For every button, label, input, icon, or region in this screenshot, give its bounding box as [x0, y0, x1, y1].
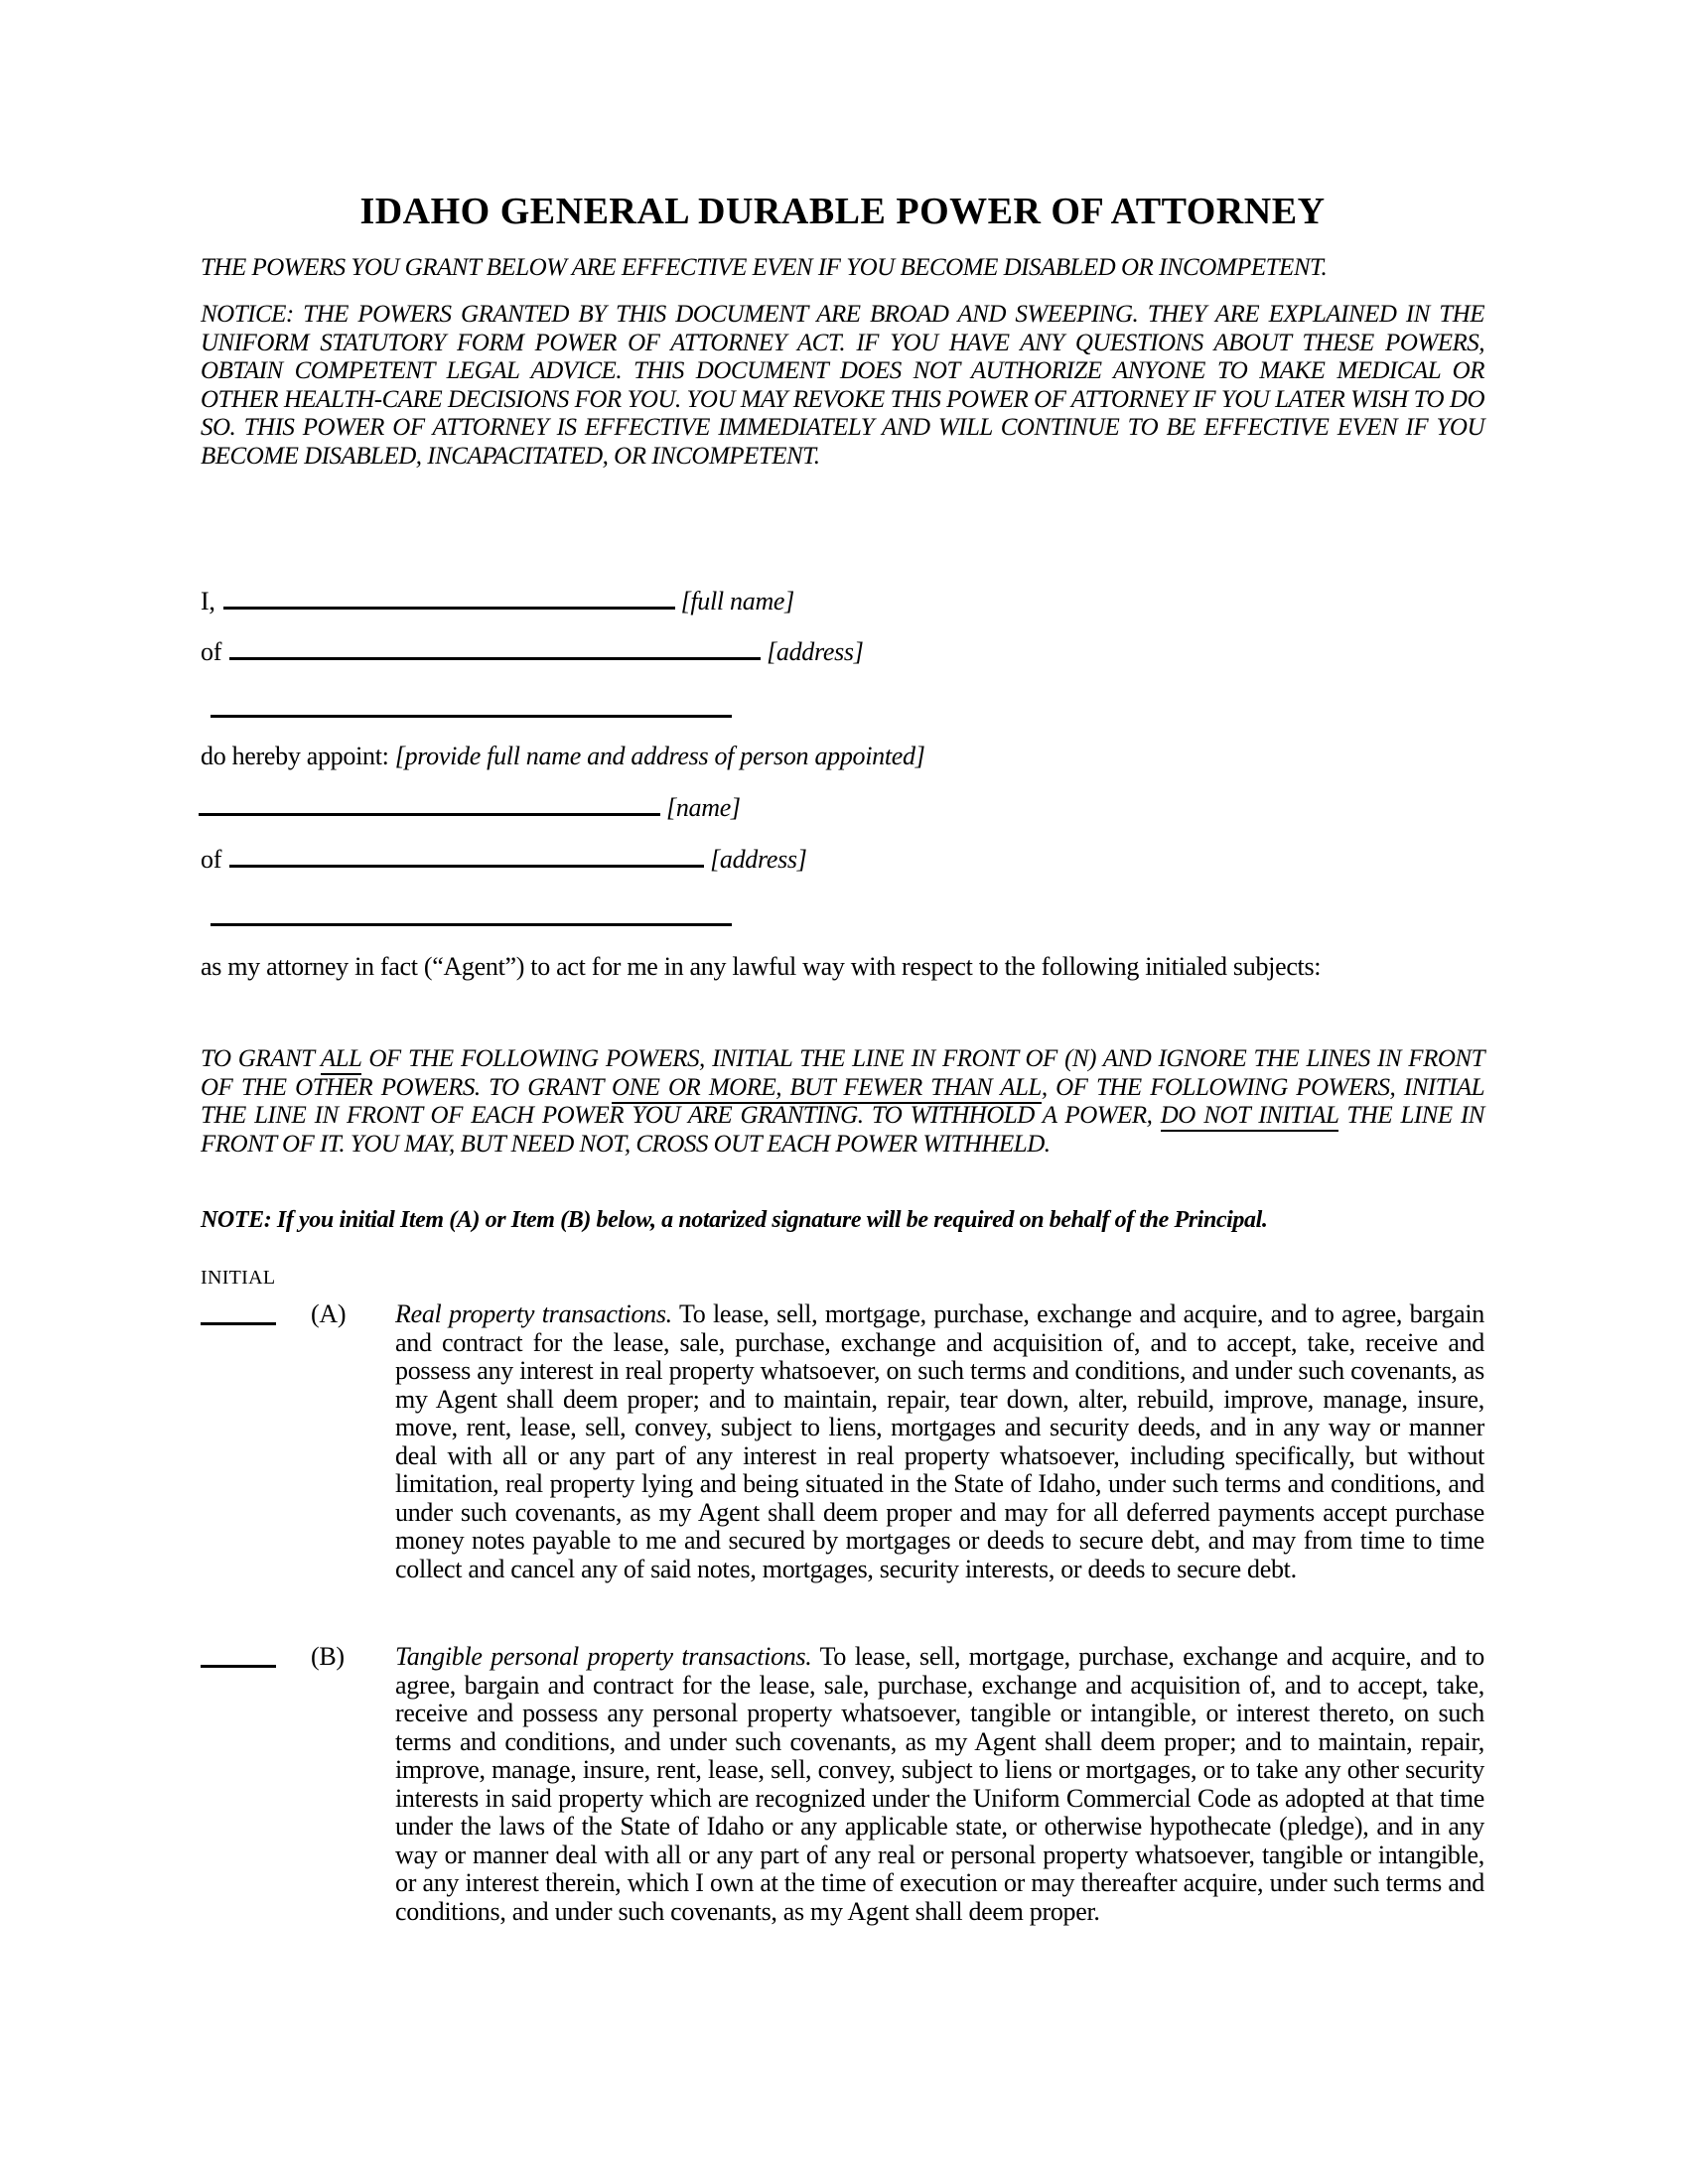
legal-notice: NOTICE: THE POWERS GRANTED BY THIS DOCUMENT ARE BROAD AND SWEEPING. THEY ARE EXPLAINED IN THE UNIFORM STATUTORY FORM POWER OF ATTORNEY ACT. IF YOU HAVE ANY QUESTIONS ABOUT THESE POWERS, OBTAIN COMPETENT LEGAL ADVICE. THIS DOCUMENT DOES NOT AUTHORIZE ANYONE TO MAKE MEDICAL OR OTHER HEALTH-CARE DECISIONS FOR YOU. YOU MAY REVOKE THIS POWER OF ATTORNEY IF YOU LATER WISH TO DO SO. THIS POWER OF ATTORNEY IS EFFECTIVE IMMEDIATELY AND WILL CONTINUE TO BE EFFECTIVE EVEN IF YOU BECOME DISABLED, INCAPACITATED, OR INCOMPETENT.	[201, 301, 1484, 470]
item-b-label: (B)	[311, 1642, 345, 1671]
agent-name-placeholder: [name]	[666, 793, 741, 822]
appoint-line	[201, 743, 925, 776]
item-row-real-property	[201, 1300, 1484, 1583]
grant-underline-one-or-more: ONE OR MORE, BUT FEWER THAN ALL	[612, 1074, 1042, 1104]
agent-address-prefix: of	[201, 845, 222, 874]
grant-text-2: OF THE FOLLOWING POWERS, INITIAL THE LINE IN FRONT OF (N) AND IGNORE THE LINES IN FRONT OF THE OTHER POWERS. TO GRANT	[201, 1045, 1484, 1101]
principal-address-placeholder: [address]	[767, 637, 864, 666]
item-b-body	[395, 1643, 1484, 1926]
item-b-text: To lease, sell, mortgage, purchase, exchange and acquire, and to agree, bargain and contract for the lease, sale, purchase, exchange and acquisition of, and to accept, take, receive and possess any personal property whatsoever, tangible or intangible, or interest thereto, on such terms and conditions, and under such covenants, as my Agent shall deem proper; and to maintain, repair, improve, manage, insure, rent, lease, sell, convey, subject to liens or mortgages, or to take any other security interests in said property which are recognized under the Uniform Commercial Code as adopted at that time under the laws of the State of Idaho or any applicable state, or otherwise hypothecate (pledge), and in any way or manner deal with all or any part of any real or personal property whatsoever, tangible or intangible, or any interest therein, which I own at the time of execution or may thereafter acquire, under such terms and conditions, and under such covenants, as my Agent shall deem proper.	[395, 1642, 1485, 1926]
grant-text-3: , OF THE FOLLOWING POWERS, INITIAL THE LINE IN FRONT OF EACH POWER YOU ARE GRANTING. TO WITHHOLD A POWER,	[201, 1073, 1485, 1129]
agent-address-blank[interactable]	[229, 861, 704, 868]
principal-name-line	[201, 588, 794, 621]
agent-address-line2[interactable]	[211, 893, 732, 926]
initial-heading: INITIAL	[201, 1267, 276, 1289]
principal-address-prefix: of	[201, 637, 222, 666]
appoint-lead: do hereby appoint:	[201, 742, 389, 770]
item-a-label: (A)	[311, 1299, 347, 1328]
item-a-body	[395, 1300, 1484, 1583]
grant-text-4: THE LINE IN FRONT OF IT. YOU MAY, BUT NEED NOT, CROSS OUT EACH POWER WITHHELD.	[201, 1102, 1484, 1158]
grant-underline-do-not-initial: DO NOT INITIAL	[1161, 1102, 1338, 1132]
principal-name-blank[interactable]	[223, 603, 675, 610]
grant-text-1: TO GRANT	[201, 1045, 321, 1072]
grant-instructions	[201, 1045, 1484, 1159]
principal-name-prefix: I,	[201, 587, 215, 615]
principal-name-placeholder: [full name]	[680, 587, 794, 615]
item-a-text: To lease, sell, mortgage, purchase, exchange and acquire, and to agree, bargain and contract for the lease, sale, purchase, exchange and acquisition of, and to accept, take, receive and possess any interest in real property whatsoever, on such terms and conditions, and under such covenants, as my Agent shall deem proper; and to maintain, repair, tear down, alter, rebuild, improve, manage, insure, move, rent, lease, sell, convey, subject to liens, mortgages and security deeds, and in any way or manner deal with all or any part of any interest in real property whatsoever, including specifically, but without limitation, real property lying and being situated in the State of Idaho, under such terms and conditions, and under such covenants, as my Agent shall deem proper and may for all deferred payments accept purchase money notes payable to me and secured by mortgages or deeds to secure debt, and may from time to time collect and cancel any of said notes, mortgages, security interests, or deeds to secure debt.	[395, 1299, 1485, 1583]
effective-notice: THE POWERS YOU GRANT BELOW ARE EFFECTIVE EVEN IF YOU BECOME DISABLED OR INCOMPETENT.	[201, 254, 1328, 281]
agent-address-line	[201, 846, 807, 880]
page-title: IDAHO GENERAL DURABLE POWER OF ATTORNEY	[359, 191, 1326, 232]
agent-name-line	[199, 794, 741, 828]
principal-address-blank[interactable]	[229, 653, 761, 660]
notarization-note: NOTE: If you initial Item (A) or Item (B) below, a notarized signature will be required on behalf of the Principal.	[201, 1207, 1268, 1233]
agent-address-placeholder: [address]	[710, 845, 807, 874]
item-b-title: Tangible personal property transactions.	[395, 1642, 812, 1671]
item-a-initial-line[interactable]	[201, 1302, 276, 1325]
attorney-clause: as my attorney in fact (“Agent”) to act for me in any lawful way with respect to the following initialed subjects:	[201, 952, 1322, 981]
item-a-title: Real property transactions.	[395, 1299, 672, 1328]
agent-name-blank[interactable]	[199, 809, 660, 816]
principal-address-line2[interactable]	[211, 685, 732, 718]
principal-address-line	[201, 638, 864, 672]
item-b-initial-line[interactable]	[201, 1645, 276, 1668]
item-row-tangible-personal-property	[201, 1643, 1484, 1926]
grant-underline-all: ALL	[321, 1045, 361, 1075]
appoint-hint: [provide full name and address of person appointed]	[394, 742, 925, 770]
